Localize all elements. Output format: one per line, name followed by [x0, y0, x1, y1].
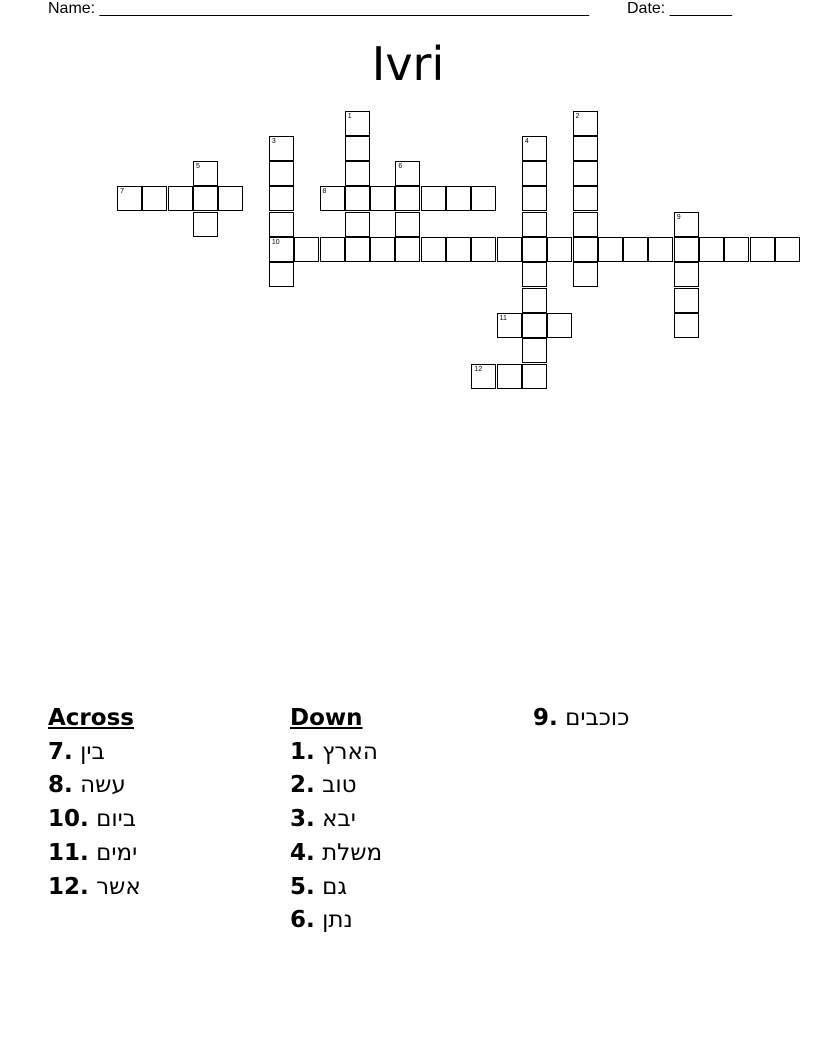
grid-cell[interactable] — [421, 237, 446, 262]
grid-cell[interactable] — [117, 186, 142, 211]
grid-cell[interactable] — [674, 262, 699, 287]
grid-cell[interactable] — [193, 161, 218, 186]
grid-cell[interactable] — [674, 212, 699, 237]
grid-cell[interactable] — [573, 136, 598, 161]
grid-cell[interactable] — [345, 212, 370, 237]
clue-number: 7 — [120, 188, 124, 196]
grid-cell[interactable] — [522, 136, 547, 161]
clue-number: 5 — [196, 163, 200, 171]
grid-cell[interactable] — [623, 237, 648, 262]
grid-cell[interactable] — [648, 237, 673, 262]
grid-cell[interactable] — [547, 237, 572, 262]
clue-number: 2 — [575, 112, 580, 120]
page-title: Ivri — [371, 37, 445, 91]
grid-cell[interactable] — [775, 237, 800, 262]
grid-cell[interactable] — [395, 212, 420, 237]
grid-cell[interactable] — [395, 161, 420, 186]
clue-number: 10 — [271, 239, 280, 246]
grid-cell[interactable] — [269, 237, 294, 262]
clue-number: 12 — [474, 365, 483, 373]
grid-cell[interactable] — [370, 186, 395, 211]
grid-cell[interactable] — [522, 186, 547, 211]
grid-cell[interactable] — [269, 262, 294, 287]
grid-cell[interactable] — [421, 186, 446, 211]
grid-cell[interactable] — [345, 136, 370, 161]
clue-down: 6. נתן — [290, 907, 353, 934]
grid-cell[interactable] — [522, 262, 547, 287]
grid-cell[interactable] — [193, 186, 218, 211]
grid-cell[interactable] — [218, 186, 243, 211]
grid-cell[interactable] — [446, 237, 471, 262]
grid-cell[interactable] — [497, 313, 522, 338]
grid-cell[interactable] — [471, 237, 496, 262]
down-heading: Down — [290, 705, 363, 731]
grid-cell[interactable] — [522, 212, 547, 237]
date-field-label: Date: _______ — [627, 0, 732, 17]
clue-across: 7. בין — [48, 738, 105, 765]
clue-number: 3 — [271, 137, 276, 145]
grid-cell[interactable] — [522, 313, 547, 338]
grid-cell[interactable] — [345, 161, 370, 186]
clue-down: 1. הארץ — [290, 738, 378, 765]
clue-down: 3. יבא — [290, 806, 356, 833]
clue-number: 4 — [524, 137, 529, 145]
name-field-label: Name: _______________________________________________________ — [48, 0, 589, 17]
grid-cell[interactable] — [471, 186, 496, 211]
grid-cell[interactable] — [547, 313, 572, 338]
clue-down: 4. משלת — [290, 839, 383, 866]
across-clues — [48, 702, 141, 904]
grid-cell[interactable] — [345, 186, 370, 211]
clue-across: 11. ימים — [48, 839, 138, 866]
grid-cell[interactable] — [497, 364, 522, 389]
grid-cell[interactable] — [320, 237, 345, 262]
grid-cell[interactable] — [522, 161, 547, 186]
grid-cell[interactable] — [345, 111, 370, 136]
grid-cell[interactable] — [345, 237, 370, 262]
grid-cell[interactable] — [168, 186, 193, 211]
grid-cell[interactable] — [294, 237, 319, 262]
grid-cell[interactable] — [750, 237, 775, 262]
down-clues — [290, 702, 382, 938]
grid-cell[interactable] — [269, 212, 294, 237]
grid-cell[interactable] — [573, 262, 598, 287]
grid-cell[interactable] — [522, 288, 547, 313]
grid-cell[interactable] — [320, 186, 345, 211]
grid-cell[interactable] — [573, 111, 598, 136]
grid-cell[interactable] — [193, 212, 218, 237]
grid-cell[interactable] — [269, 186, 294, 211]
grid-cell[interactable] — [522, 364, 547, 389]
down-clues-continued — [533, 702, 629, 736]
grid-cell[interactable] — [674, 313, 699, 338]
grid-cell[interactable] — [269, 136, 294, 161]
across-heading: Across — [48, 705, 134, 731]
grid-cell[interactable] — [269, 161, 294, 186]
grid-cell[interactable] — [446, 186, 471, 211]
clue-across: 8. עשה — [48, 772, 126, 799]
grid-cell[interactable] — [674, 288, 699, 313]
clue-number: 6 — [398, 163, 403, 171]
grid-cell[interactable] — [471, 364, 496, 389]
grid-cell[interactable] — [573, 161, 598, 186]
grid-cell[interactable] — [522, 338, 547, 363]
grid-cell[interactable] — [724, 237, 749, 262]
grid-cell[interactable] — [370, 237, 395, 262]
clue-down: 5. גם — [290, 873, 347, 900]
clue-number: 11 — [499, 314, 507, 322]
crossword-grid — [0, 0, 816, 420]
grid-cell[interactable] — [522, 237, 547, 262]
grid-cell[interactable] — [573, 212, 598, 237]
grid-cell[interactable] — [395, 186, 420, 211]
clue-down: 2. טוב — [290, 772, 357, 799]
grid-cell[interactable] — [573, 237, 598, 262]
grid-cell[interactable] — [598, 237, 623, 262]
clue-number: 8 — [322, 188, 327, 196]
grid-cell[interactable] — [395, 237, 420, 262]
clue-number: 9 — [676, 213, 681, 221]
grid-cell[interactable] — [573, 186, 598, 211]
grid-cell[interactable] — [497, 237, 522, 262]
grid-cell[interactable] — [674, 237, 699, 262]
clue-across: 10. ביום — [48, 806, 137, 833]
clue-across: 12. אשר — [48, 873, 141, 900]
clue-down: 9. כוכבים — [533, 705, 630, 731]
grid-cell[interactable] — [142, 186, 167, 211]
grid-cell[interactable] — [699, 237, 724, 262]
clue-number: 1 — [347, 112, 352, 120]
